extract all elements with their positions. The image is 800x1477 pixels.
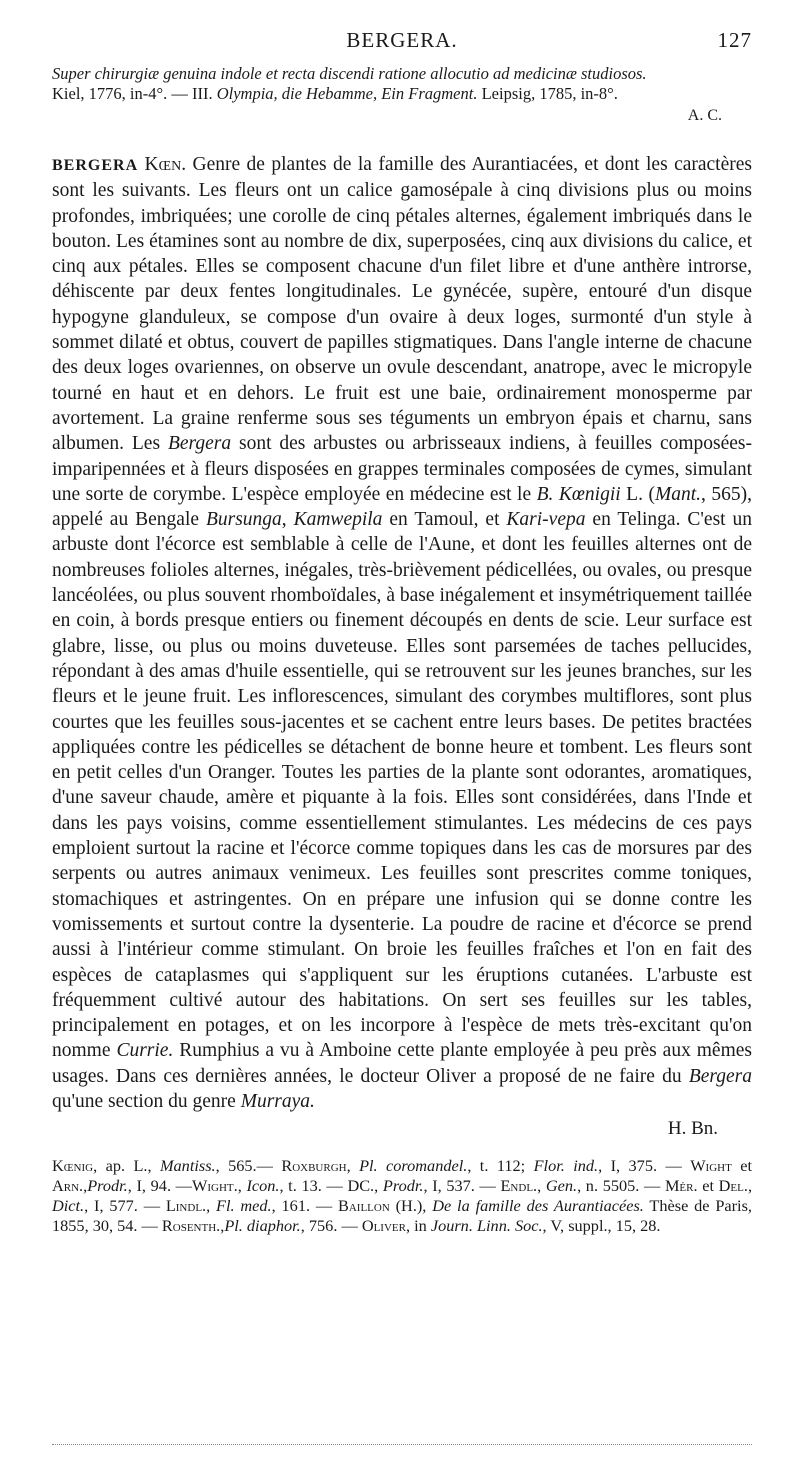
prev-entry-text-a: Kiel, 1776, in-4°. — III. (52, 84, 217, 103)
previous-entry-tail (52, 64, 752, 126)
article-text-2: sont des arbustes ou arbrisseaux indiens, à feuilles composées-imparipennées et à fleurs disposées en grappes terminales composées de cymes, simulant une sorte de corymbe. L'espèce employée en médecine est le (52, 433, 752, 505)
prev-entry-title-italic: Super chirurgiæ genuina indole et recta discendi ratione allocutio ad medicinæ studiosos. (52, 64, 647, 83)
bib-author: Roxburgh (281, 1155, 347, 1175)
bib-author: Oliver (361, 1215, 406, 1235)
bib-author: Lindl. (165, 1195, 207, 1215)
article-signature: H. Bn. (667, 1118, 718, 1140)
bib-text: et (731, 1155, 753, 1175)
bibliography (52, 1156, 752, 1236)
bib-text: , (374, 1175, 383, 1195)
prev-entry-title-2: Olympia, die Hebamme, Ein Fragment. (216, 84, 478, 103)
bib-text: , t. 13. — (279, 1175, 348, 1195)
author-abbrev: Kœn. (144, 154, 187, 175)
dictionary-page (52, 28, 752, 1236)
bib-text: , 756. — (300, 1215, 362, 1235)
bib-author: Rosenth. (161, 1215, 221, 1235)
bib-text: et (697, 1175, 719, 1195)
article-text-8: Rumphius a vu à Amboine cette plante employée à peu près aux mêmes usages. Dans ces dernières années, le docteur Oliver a proposé de ne faire du (52, 1040, 752, 1087)
article-text-5: , (281, 509, 294, 531)
article-text-3: L. ( (620, 483, 655, 505)
bib-text: , I, 537. — (423, 1175, 501, 1195)
bib-text: , in (405, 1215, 431, 1235)
bib-text: , V, suppl., 15, 28. (542, 1215, 661, 1235)
headword: BERGERA (52, 157, 139, 174)
running-title: BERGERA. (346, 28, 458, 52)
bib-title: Pl. diaphor. (224, 1215, 301, 1235)
bib-title: Journ. Linn. Soc. (430, 1215, 543, 1235)
article-italic-3: Mant. (654, 483, 702, 505)
article-italic-8: Bergera (688, 1065, 752, 1087)
bib-text: , ap. L., (93, 1155, 160, 1175)
bib-author: Wight. (191, 1175, 238, 1195)
article-italic-6: Kari-vepa (506, 509, 586, 531)
article-italic-9: Murraya. (240, 1090, 315, 1112)
prev-entry-signature: A. C. (687, 107, 722, 124)
bib-text: , (206, 1195, 217, 1215)
article-italic-2: B. Kœnigii (536, 483, 621, 505)
article-italic-7: Currie. (116, 1040, 174, 1062)
bib-title: Pl. coromandel. (359, 1155, 468, 1175)
bib-text: , (537, 1175, 546, 1195)
bib-text: , (237, 1175, 247, 1195)
article-text-1: Genre de plantes de la famille des Aurantiacées, et dont les caractères sont les suivants. Les fleurs ont un calice gamosépale à cinq divisions plus ou moins profondes, imbriquées; une corolle de cinq pétales alternes, également imbriqués dans le bouton. Les étamines sont au nombre de dix, superposées, cinq aux divisions du calice, et cinq aux pétales. Elles se composent chacune d'un filet libre et d'une anthère introrse, déhiscente par deux fentes longitudinales. Le gynécée, supère, entouré d'un disque hypogyne glanduleux, se compose d'un ovaire à deux loges, surmonté d'un style à sommet dilaté et obtus, couvert de papilles stigmatiques. Dans l'angle interne de chacune des deux loges ovariennes, on observe un ovule descendant, anatrope, avec le micropyle tourné en haut et en dehors. Le fruit est une baie, ordinairement monosperme par avortement. La graine renferme sous ses téguments un embryon épais et charnu, sans albumen. Les (52, 154, 752, 455)
bib-text: , (83, 1175, 88, 1195)
running-head (52, 28, 752, 56)
bib-text: , (220, 1215, 225, 1235)
prev-entry-line-2 (52, 84, 752, 104)
bib-title: Prodr. (87, 1175, 128, 1195)
bib-text: Thèse de Paris, 1855, 30, 54. — (52, 1195, 752, 1235)
bib-author: Del. (718, 1175, 748, 1195)
bib-title: Mantiss. (159, 1155, 216, 1175)
bib-author: Arn. (52, 1175, 84, 1195)
bib-text: , 565.— (215, 1155, 282, 1175)
bib-title: Flor. ind. (533, 1155, 599, 1175)
bib-text: (H.), (389, 1195, 433, 1215)
article-text-6: en Tamoul, et (382, 509, 507, 531)
bib-author: Endl. (500, 1175, 538, 1195)
article-text-7: en Telinga. C'est un arbuste dont l'écorce est semblable à celle de l'Aune, et dont les feuilles alternes ont de nombreuses folioles alternes, inégales, très-brièvement pédicellées, ou ovales, ou presque lancéolées, ou plus souvent rhomboïdales, à base inégalement et insymétriquement taillée en coin, à bords presque entiers ou finement découpés en dents de scie. Leur surface est glabre, lisse, ou plus ou moins duveteuse. Elles sont parsemées de taches pellucides, répondant à des amas d'huile essentielle, qui se retrouvent sur les jeunes branches, sur les fleurs et le jeune fruit. Les inflorescences, simulant des corymbes multiflores, sont plus courtes que les feuilles sous-jacentes et se cachent entre leurs bases. De petites bractées appliquées contre les pédicelles se détachent de bonne heure et tombent. Les fleurs sont en petit celles d'un Oranger. Toutes les parties de la plante sont odorantes, aromatiques, d'une saveur chaude, amère et piquante à la fois. Elles sont considérées, dans l'Inde et dans les pays voisins, comme essentiellement stimulantes. Les médecins de ces pays emploient surtout la racine et l'écorce comme topiques dans les cas de morsures par des serpents ou autres animaux venimeux. Les feuilles sont prescrites comme toniques, stomachiques et astringentes. On en prépare une infusion qui se donne contre les vomissements et surtout contre la dysenterie. La poudre de racine et d'écorce se prend aussi à l'intérieur comme stimulant. On broie les feuilles fraîches et l'on en fait des espèces de cataplasmes qui s'appliquent sur les éruptions cutanées. L'arbuste est fréquemment cultivé autour des habitations. On sert ses feuilles sur les tables, principalement en potages, et on les incorpore à l'espèce de mets très-excitant qu'on nomme (52, 509, 752, 1062)
bib-author: Mér. (664, 1175, 698, 1195)
prev-entry-line-1 (52, 64, 752, 84)
bib-text: , I, 94. — (127, 1175, 192, 1195)
bib-text: , I, 577. — (84, 1195, 166, 1215)
bib-title: Icon. (246, 1175, 280, 1195)
bottom-print-artifact (52, 1444, 752, 1447)
bib-text: , (346, 1155, 360, 1175)
bib-author: Wight (690, 1155, 732, 1175)
article-text-9: qu'une section du genre (52, 1090, 241, 1112)
bib-text: , (747, 1175, 753, 1195)
article-italic-4: Bursunga (205, 509, 282, 531)
bib-text: , t. 112; (467, 1155, 534, 1175)
bib-text: , n. 5505. — (577, 1175, 665, 1195)
article-text-4: , 565), appelé au Bengale (52, 483, 753, 531)
bib-title: De la famille des Aurantiacées. (432, 1195, 644, 1215)
bib-author: DC. (347, 1175, 375, 1195)
bib-text: , 161. — (271, 1195, 338, 1215)
bib-title: Prodr. (382, 1175, 424, 1195)
article-italic-1: Bergera (167, 433, 232, 455)
bib-title: Dict. (52, 1195, 85, 1215)
bib-text: , I, 375. — (598, 1155, 691, 1175)
bib-author: Baillon (338, 1195, 390, 1215)
article-italic-5: Kamwepila (293, 509, 383, 531)
prev-entry-text-b: Leipsig, 1785, in-8°. (477, 84, 618, 103)
bib-title: Fl. med. (216, 1195, 272, 1215)
bib-title: Gen. (545, 1175, 578, 1195)
article-bergera (52, 152, 752, 1142)
bib-author: Kœnig (52, 1155, 94, 1175)
page-number: 127 (717, 28, 752, 52)
